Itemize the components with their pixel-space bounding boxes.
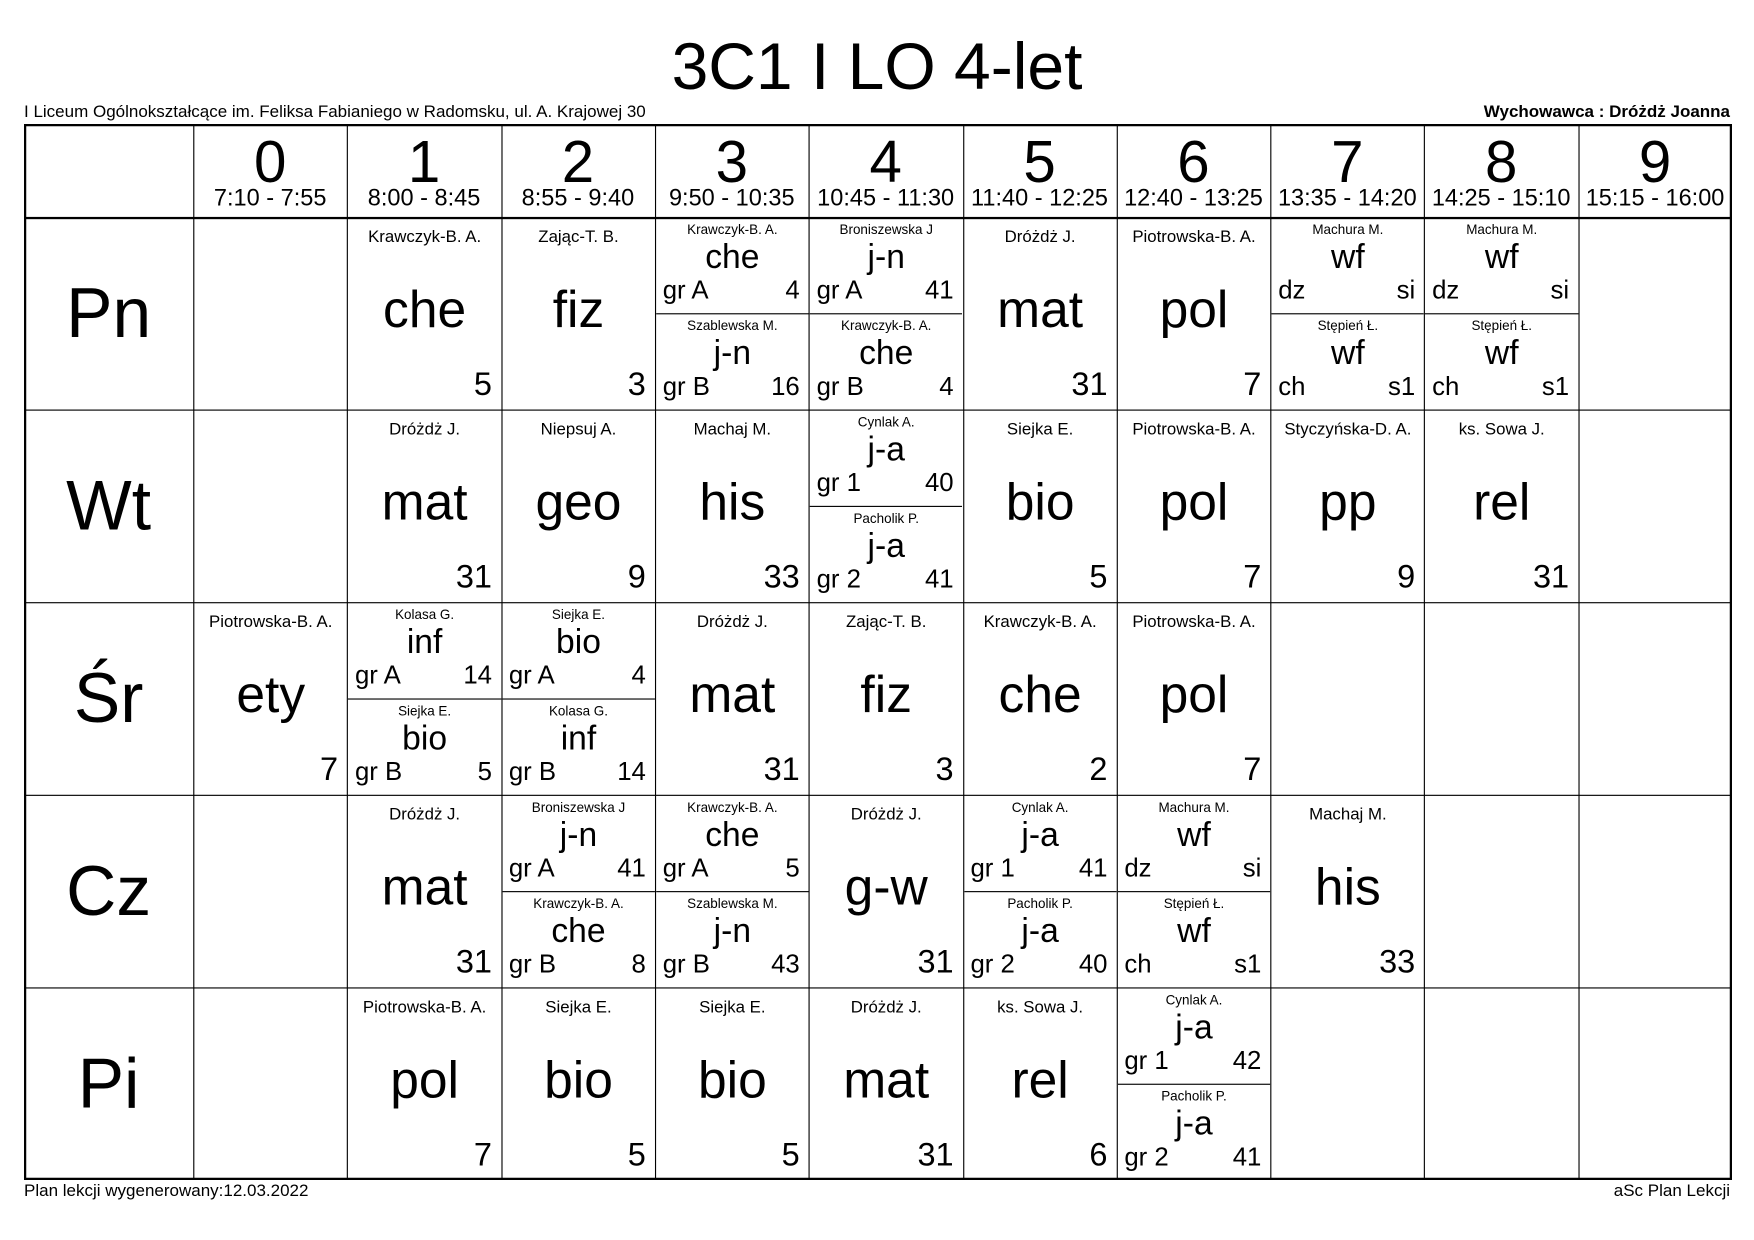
room-number: 41 [924, 274, 954, 305]
group-name: gr 2 [970, 948, 1015, 979]
lesson-group[interactable] [810, 313, 963, 409]
subject-name: che [705, 238, 760, 276]
group-name: gr B [354, 756, 403, 786]
subject-name: bio [1005, 471, 1075, 531]
subject-name: j-n [559, 816, 598, 854]
group-name: gr B [816, 371, 864, 401]
lesson-cell[interactable] [1118, 603, 1271, 794]
subject-name: geo [535, 471, 622, 531]
lesson-cell[interactable] [810, 218, 963, 409]
lesson-group[interactable] [964, 796, 1117, 891]
subject-name: bio [556, 623, 601, 662]
subject-name: pol [1159, 471, 1229, 531]
day-label: Wt [66, 466, 152, 545]
subject-name: j-n [867, 238, 905, 276]
lesson-cell[interactable] [1271, 796, 1424, 987]
room-number: 5 [627, 1136, 646, 1174]
room-number: 5 [1089, 559, 1108, 596]
teacher-name: Krawczyk-B. A. [368, 227, 482, 247]
teacher-name: Pacholik P. [1161, 1088, 1227, 1105]
period-header [1578, 124, 1732, 217]
teacher-name: Krawczyk-B. A. [533, 895, 624, 912]
room-number: 8 [631, 948, 646, 979]
group-name: gr A [354, 659, 401, 690]
room-number: 4 [939, 371, 954, 401]
period-header [1270, 124, 1424, 217]
teacher-name: Machura M. [1158, 799, 1230, 816]
column-divider [1578, 124, 1579, 1180]
lesson-cell[interactable] [502, 218, 655, 409]
teacher-name: Piotrowska-B. A. [209, 612, 333, 632]
lesson-group[interactable] [656, 796, 809, 891]
lesson-group[interactable] [502, 891, 655, 987]
teacher-name: Broniszewska J [839, 221, 933, 238]
subject-name: bio [697, 1049, 767, 1109]
subject-name: pp [1319, 471, 1377, 531]
room-number: 5 [785, 852, 800, 883]
group-name: gr B [662, 371, 710, 401]
subject-name: bio [544, 1049, 613, 1109]
period-number: 6 [1177, 129, 1210, 196]
room-number: s1 [1541, 371, 1570, 401]
lesson-group[interactable] [1118, 796, 1271, 891]
subject-name: his [1314, 857, 1381, 916]
lesson-cell[interactable] [348, 989, 501, 1180]
group-name: gr B [508, 948, 557, 979]
room-number: 3 [935, 751, 954, 788]
subject-name: wf [1484, 334, 1519, 373]
subject-name: j-a [867, 527, 905, 565]
lesson-cell[interactable] [810, 411, 963, 602]
subject-name: che [859, 334, 914, 373]
room-number: 16 [771, 371, 800, 401]
teacher-name: Styczyńska-D. A. [1284, 419, 1412, 439]
teacher-name: Piotrowska-B. A. [362, 997, 487, 1017]
room-number: 2 [1089, 751, 1108, 788]
lesson-group[interactable] [1118, 989, 1271, 1084]
room-number: s1 [1388, 371, 1416, 401]
lesson-cell[interactable] [1118, 218, 1271, 409]
room-number: 31 [763, 751, 800, 788]
page-title: 3C1 I LO 4-let [671, 29, 1083, 103]
room-number: 4 [631, 659, 646, 690]
lesson-cell[interactable] [502, 603, 655, 794]
subject-name: bio [402, 719, 448, 758]
room-number: si [1242, 852, 1262, 883]
period-number: 9 [1638, 129, 1672, 196]
room-number: 5 [473, 366, 493, 403]
group-name: ch [1432, 371, 1460, 401]
lesson-group[interactable] [1118, 891, 1271, 987]
lesson-cell[interactable] [1425, 411, 1578, 602]
teacher-name: Siejka E. [398, 702, 452, 719]
subject-name: fiz [860, 664, 912, 724]
period-time: 9:50 - 10:35 [668, 185, 795, 212]
period-number: 0 [253, 129, 287, 196]
room-number: 31 [455, 944, 493, 981]
lesson-cell[interactable] [1118, 411, 1271, 602]
subject-name: rel [1473, 471, 1531, 531]
subject-name: che [998, 664, 1082, 724]
period-header [1424, 124, 1578, 217]
group-name: gr A [508, 659, 555, 690]
teacher-name: Stępień Ł. [1471, 317, 1533, 334]
teacher-name: Stępień Ł. [1163, 895, 1225, 912]
room-number: 33 [1379, 944, 1416, 981]
room-number: 3 [627, 366, 646, 403]
teacher-name: Krawczyk-B. A. [983, 612, 1097, 632]
lesson-group[interactable] [656, 891, 809, 987]
subject-name: wf [1484, 238, 1519, 276]
teacher-name: Siejka E. [699, 997, 766, 1017]
lesson-group[interactable] [502, 796, 655, 891]
teacher-name: Krawczyk-B. A. [687, 221, 778, 238]
period-header [655, 124, 809, 217]
lesson-cell[interactable] [1271, 218, 1424, 409]
teacher-name: Kolasa G. [548, 702, 609, 719]
room-number: 9 [1397, 559, 1416, 596]
group-name: dz [1432, 274, 1460, 305]
teacher-name: Machaj M. [693, 419, 772, 439]
teacher-name: Siejka E. [1006, 419, 1074, 439]
lesson-cell[interactable] [964, 603, 1117, 794]
room-number: 7 [1243, 751, 1262, 788]
day-label: Pi [77, 1044, 140, 1123]
subject-name: j-a [1021, 912, 1059, 950]
room-number: 7 [1243, 366, 1262, 403]
period-header [1116, 124, 1270, 217]
teacher-name: Stępień Ł. [1317, 317, 1379, 334]
teacher-name: Siejka E. [551, 606, 606, 623]
period-time: 8:55 - 9:40 [521, 185, 635, 212]
group-name: gr B [662, 948, 710, 979]
period-header [501, 124, 655, 217]
subject-name: mat [689, 664, 776, 724]
lesson-cell[interactable] [348, 411, 501, 602]
lesson-group[interactable] [1425, 218, 1578, 313]
day-label: Cz [66, 851, 152, 931]
lesson-cell[interactable] [656, 218, 809, 409]
day-label: Śr [73, 659, 144, 738]
teacher-name: Dróżdż J. [389, 804, 461, 825]
lesson-cell[interactable] [964, 218, 1117, 409]
lesson-group[interactable] [1271, 218, 1424, 313]
period-header [347, 124, 501, 217]
teacher-name: Piotrowska-B. A. [1132, 227, 1256, 247]
group-name: gr 1 [816, 467, 861, 497]
subject-name: pol [1159, 279, 1229, 339]
lesson-cell[interactable] [1271, 411, 1424, 602]
lesson-group[interactable] [502, 698, 655, 794]
room-number: 31 [1532, 559, 1570, 596]
period-time: 10:45 - 11:30 [817, 185, 955, 212]
teacher-name: Cynlak A. [1165, 991, 1223, 1008]
group-name: ch [1278, 371, 1306, 401]
group-name: gr 2 [816, 563, 861, 594]
lesson-cell[interactable] [502, 796, 655, 987]
subject-name: mat [381, 857, 468, 916]
lesson-cell[interactable] [964, 411, 1117, 602]
subject-name: inf [560, 719, 597, 758]
group-name: gr 2 [1124, 1141, 1169, 1171]
subject-name: che [705, 816, 760, 854]
room-number: 40 [1078, 948, 1108, 979]
teacher-name: Zając-T. B. [538, 227, 619, 247]
period-time: 12:40 - 13:25 [1124, 185, 1263, 212]
group-name: gr A [508, 852, 555, 883]
day-label: Pn [66, 274, 152, 353]
subject-name: ety [236, 664, 306, 724]
period-time: 7:10 - 7:55 [213, 185, 327, 212]
lesson-cell[interactable] [194, 603, 347, 794]
teacher-name: Kolasa G. [395, 606, 455, 623]
group-name: dz [1124, 852, 1152, 883]
teacher-name: Dróżdż J. [850, 997, 922, 1017]
lesson-group[interactable] [810, 506, 963, 602]
room-number: 31 [1071, 366, 1108, 403]
subject-name: pol [390, 1049, 460, 1109]
teacher-name: Krawczyk-B. A. [687, 799, 778, 816]
lesson-cell[interactable] [964, 989, 1117, 1180]
room-number: 40 [924, 467, 954, 497]
subject-name: mat [843, 1049, 930, 1109]
subject-name: mat [997, 279, 1084, 339]
room-number: 33 [763, 559, 800, 596]
lesson-cell[interactable] [810, 989, 963, 1180]
period-number: 3 [715, 129, 748, 196]
room-number: 9 [627, 559, 646, 596]
group-name: gr A [816, 274, 863, 305]
lesson-group[interactable] [1271, 313, 1424, 409]
lesson-cell[interactable] [1118, 989, 1271, 1180]
generated-date: Plan lekcji wygenerowany:12.03.2022 [24, 1181, 309, 1200]
room-number: 31 [917, 1136, 954, 1174]
room-number: 14 [463, 659, 493, 690]
room-number: 4 [785, 274, 800, 305]
subject-name: j-a [1175, 1008, 1213, 1047]
teacher-name: Siejka E. [545, 997, 612, 1017]
room-number: 43 [771, 948, 800, 979]
room-number: 7 [320, 751, 339, 788]
group-name: gr 1 [1124, 1045, 1169, 1075]
subject-name: j-a [867, 431, 905, 469]
period-time: 13:35 - 14:20 [1277, 185, 1417, 212]
room-number: 14 [617, 756, 646, 786]
period-number: 8 [1484, 129, 1518, 196]
lesson-group[interactable] [964, 891, 1117, 987]
teacher-name: Cynlak A. [1011, 799, 1069, 816]
lesson-cell[interactable] [656, 603, 809, 794]
subject-name: g-w [844, 857, 928, 916]
lesson-group[interactable] [502, 603, 655, 698]
lesson-group[interactable] [656, 218, 809, 313]
room-number: si [1396, 274, 1416, 305]
period-time: 14:25 - 15:10 [1431, 185, 1571, 212]
lesson-cell[interactable] [656, 796, 809, 987]
teacher-name: Szablewska M. [687, 317, 778, 334]
period-time: 15:15 - 16:00 [1585, 185, 1725, 212]
teacher-name: Szablewska M. [687, 895, 778, 912]
lesson-group[interactable] [656, 313, 809, 409]
subject-name: che [551, 912, 606, 950]
teacher-name: Machura M. [1312, 221, 1384, 238]
class-teacher: Wychowawca : Dróżdż Joanna [1483, 102, 1730, 121]
lesson-group[interactable] [810, 411, 963, 506]
subject-name: che [383, 279, 467, 339]
teacher-name: Zając-T. B. [846, 612, 927, 632]
teacher-name: Piotrowska-B. A. [1132, 612, 1256, 632]
teacher-name: Broniszewska J [531, 799, 626, 816]
teacher-name: Krawczyk-B. A. [840, 317, 932, 334]
subject-name: his [699, 471, 766, 531]
teacher-name: Cynlak A. [857, 414, 915, 430]
period-header [963, 124, 1117, 217]
lesson-group[interactable] [348, 603, 501, 698]
subject-name: fiz [552, 279, 605, 339]
school-name: I Liceum Ogólnokształcące im. Feliksa Fabianiego w Radomsku, ul. A. Krajowej 30 [24, 102, 646, 121]
software-credit: aSc Plan Lekcji [1613, 1181, 1730, 1200]
room-number: 41 [1232, 1141, 1262, 1171]
room-number: 41 [617, 852, 646, 883]
period-header [193, 124, 347, 217]
lesson-cell[interactable] [656, 411, 809, 602]
group-name: dz [1278, 274, 1306, 305]
group-name: gr 1 [970, 852, 1015, 883]
period-time: 8:00 - 8:45 [367, 185, 481, 212]
room-number: 7 [473, 1136, 493, 1174]
teacher-name: Dróżdż J. [850, 804, 922, 825]
period-number: 7 [1331, 129, 1364, 196]
teacher-name: Pacholik P. [1007, 895, 1073, 912]
teacher-name: Machaj M. [1309, 804, 1387, 825]
subject-name: wf [1177, 816, 1211, 854]
lesson-cell[interactable] [502, 411, 655, 602]
lesson-cell[interactable] [348, 603, 501, 794]
group-name: gr B [508, 756, 557, 786]
room-number: 31 [917, 944, 954, 981]
teacher-name: ks. Sowa J. [1458, 419, 1545, 439]
subject-name: mat [381, 471, 468, 531]
period-time: 11:40 - 12:25 [971, 185, 1109, 212]
teacher-name: Machura M. [1466, 221, 1538, 238]
period-number: 2 [561, 129, 595, 196]
lesson-cell[interactable] [810, 796, 963, 987]
group-name: gr A [662, 852, 709, 883]
room-number: 42 [1232, 1045, 1262, 1075]
group-name: ch [1124, 948, 1152, 979]
lesson-group[interactable] [1425, 313, 1578, 409]
lesson-cell[interactable] [1425, 218, 1578, 409]
room-number: 7 [1243, 559, 1262, 596]
lesson-cell[interactable] [1118, 796, 1271, 987]
subject-name: rel [1011, 1049, 1069, 1109]
room-number: si [1550, 274, 1570, 305]
subject-name: inf [406, 623, 443, 662]
subject-name: j-n [713, 912, 752, 950]
lesson-group[interactable] [810, 218, 963, 313]
timetable-grid [24, 124, 1732, 1180]
teacher-name: Dróżdż J. [696, 612, 768, 632]
lesson-cell[interactable] [502, 989, 655, 1180]
room-number: 41 [1078, 852, 1108, 883]
lesson-cell[interactable] [656, 989, 809, 1180]
teacher-name: ks. Sowa J. [997, 997, 1084, 1017]
teacher-name: Piotrowska-B. A. [1132, 419, 1256, 439]
room-number: 41 [924, 563, 954, 594]
subject-name: wf [1177, 912, 1211, 950]
teacher-name: Dróżdż J. [389, 419, 461, 439]
group-name: gr A [662, 274, 709, 305]
room-number: 6 [1089, 1136, 1108, 1174]
subject-name: wf [1331, 238, 1365, 276]
teacher-name: Dróżdż J. [1004, 227, 1076, 247]
period-number: 5 [1023, 129, 1056, 196]
lesson-cell[interactable] [964, 796, 1117, 987]
period-number: 4 [869, 129, 902, 196]
subject-name: j-a [1175, 1105, 1213, 1143]
subject-name: pol [1159, 664, 1229, 724]
subject-name: wf [1331, 334, 1365, 373]
lesson-group[interactable] [1118, 1084, 1271, 1180]
lesson-cell[interactable] [348, 796, 501, 987]
lesson-cell[interactable] [810, 603, 963, 794]
room-number: 31 [455, 559, 493, 596]
lesson-cell[interactable] [348, 218, 501, 409]
lesson-group[interactable] [348, 698, 501, 794]
period-number: 1 [407, 129, 441, 196]
subject-name: j-n [713, 334, 752, 373]
teacher-name: Niepsuj A. [540, 419, 617, 439]
teacher-name: Pacholik P. [853, 510, 919, 527]
room-number: 5 [781, 1136, 800, 1174]
subject-name: j-a [1021, 816, 1059, 854]
room-number: 5 [477, 756, 493, 786]
period-header [809, 124, 963, 217]
room-number: s1 [1234, 948, 1262, 979]
